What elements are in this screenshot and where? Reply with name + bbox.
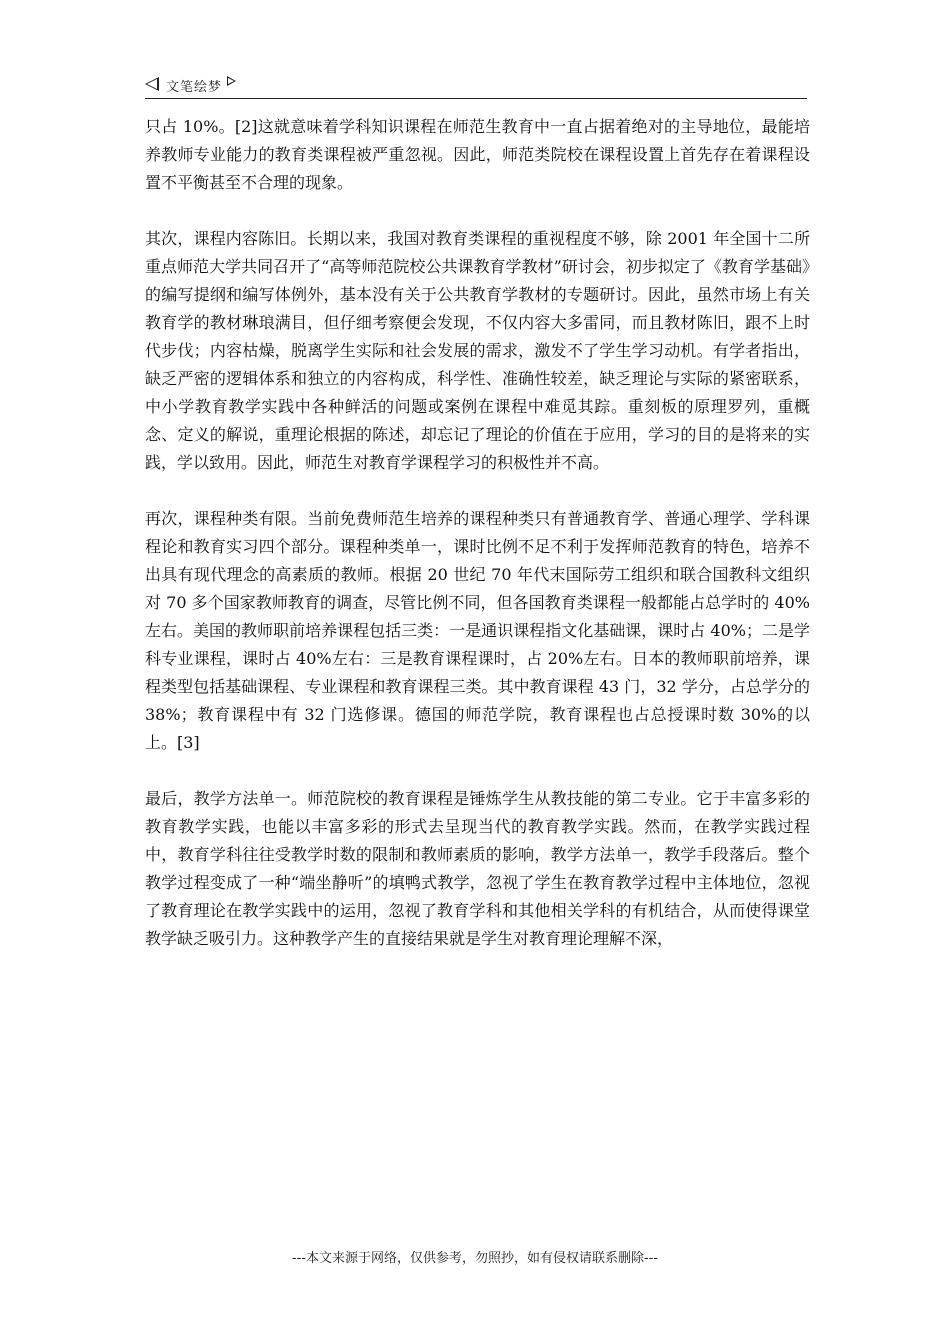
document-body — [145, 113, 810, 953]
paragraph-4: 最后，教学方法单一。师范院校的教育课程是锤炼学生从教技能的第二专业。它于丰富多彩的教育教学实践，也能以丰富多彩的形式去呈现当代的教育教学实践。然而，在教学实践过程中，教育学科往往受教学时数的限制和教师素质的影响，教学方法单一，教学手段落后。整个教学过程变成了一种“端坐静听”的填鸭式教学，忽视了学生在教育教学过程中主体地位，忽视了教育理论在教学实践中的运用，忽视了教育学科和其他相关学科的有机结合，从而使得课堂教学缺乏吸引力。这种教学产生的直接结果就是学生对教育理论理解不深， — [145, 789, 810, 948]
page-header — [145, 74, 807, 99]
paragraph-1: 只占 10%。[2]这就意味着学科知识课程在师范生教育中一直占据着绝对的主导地位，最能培养教师专业能力的教育类课程被严重忽视。因此，师范类院校在课程设置上首先存在着课程设置不平衡甚至不合理的现象。 — [145, 117, 810, 192]
footer-notice: ---本文来源于网络，仅供参考，勿照抄，如有侵权请联系删除--- — [291, 1251, 659, 1266]
triangle-right-icon — [227, 76, 236, 86]
paragraph-2: 其次，课程内容陈旧。长期以来，我国对教育类课程的重视程度不够，除 2001 年全国十二所重点师范大学共同召开了“高等师范院校公共课教育学教材”研讨会，初步拟定了《教育学基础》的编写提纲和编写体例外，基本没有关于公共教育学教材的专题研讨。因此，虽然市场上有关教育学的教材琳琅满目，但仔细考察便会发现，不仅内容大多雷同，而且教材陈旧，跟不上时代步伐；内容枯燥，脱离学生实际和社会发展的需求，激发不了学生学习动机。有学者指出，缺乏严密的逻辑体系和独立的内容构成，科学性、准确性较差，缺乏理论与实际的紧密联系，中小学教育教学实践中各种鲜活的问题或案例在课程中难觅其踪。重刻板的原理罗列，重概念、定义的解说，重理论根据的陈述，却忘记了理论的价值在于应用，学习的目的是将来的实践，学以致用。因此，师范生对教育学课程学习的积极性并不高。 — [145, 229, 810, 472]
paragraph-3: 再次，课程种类有限。当前免费师范生培养的课程种类只有普通教育学、普通心理学、学科课程论和教育实习四个部分。课程种类单一，课时比例不足不利于发挥师范教育的特色，培养不出具有现代理念的高素质的教师。根据 20 世纪 70 年代末国际劳工组织和联合国教科文组织对 70 多个国家教师教育的调查，尽管比例不同，但各国教育类课程一般都能占总学时的 40%左右。美国的教师职前培养课程包括三类：一是通识课程指文化基础课，课时占 40%；二是学科专业课程，课时占 40%左右：三是教育课程课时，占 20%左右。日本的教师职前培养，课程类型包括基础课程、专业课程和教育课程三类。其中教育课程 43 门，32 学分，占总学分的 38%；教育课程中有 32 门选修课。德国的师范学院，教育课程也占总授课时数 30%的以上。[3] — [145, 509, 810, 752]
header-brand: 文笔绘梦 — [166, 80, 223, 95]
triangle-left-icon — [145, 77, 159, 91]
